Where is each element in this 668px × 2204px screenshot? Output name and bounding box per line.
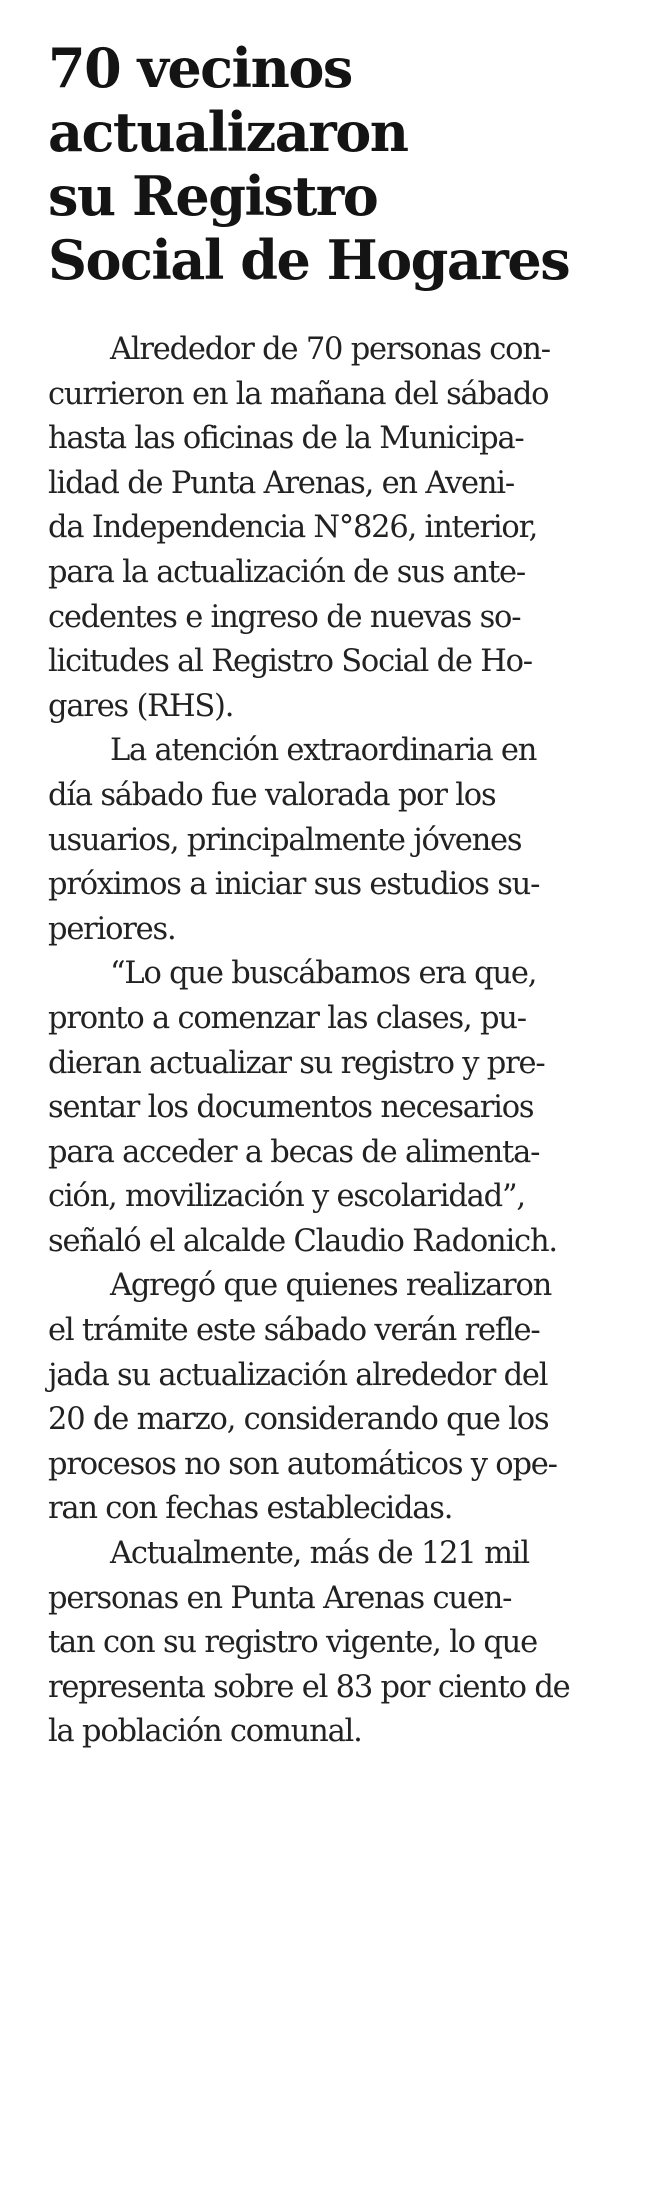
news-article [48, 36, 643, 1755]
paragraph-line: ción, movilización y escolaridad”, [48, 1179, 525, 1215]
paragraph-line: Actualmente, más de 121 mil [110, 1536, 529, 1572]
paragraph-line: hasta las oficinas de la Municipa- [48, 421, 524, 457]
paragraph-line: licitudes al Registro Social de Ho- [48, 644, 532, 680]
paragraph-line: procesos no son automáticos y ope- [48, 1446, 557, 1482]
paragraph-line: personas en Punta Arenas cuen- [48, 1580, 512, 1616]
paragraph-line: 20 de marzo, considerando que los [48, 1402, 549, 1438]
paragraph-line: representa sobre el 83 por ciento de [48, 1669, 570, 1705]
headline-line: Social de Hogares [48, 228, 570, 292]
headline-line: 70 vecinos [48, 36, 352, 100]
paragraph-line: La atención extraordinaria en [110, 733, 537, 769]
paragraph-line: señaló el alcalde Claudio Radonich. [48, 1223, 557, 1259]
paragraph-line: gares (RHS). [48, 688, 234, 724]
article-paragraph [48, 952, 643, 1264]
article-body [48, 328, 643, 1755]
article-paragraph [48, 328, 643, 729]
paragraph-line: currieron en la mañana del sábado [48, 376, 549, 412]
paragraph-line: Alrededor de 70 personas con- [110, 332, 550, 367]
headline-line: actualizaron [48, 100, 408, 164]
paragraph-line: para acceder a becas de alimenta- [48, 1134, 540, 1170]
paragraph-line: da Independencia N°826, interior, [48, 510, 538, 546]
paragraph-line: el trámite este sábado verán refle- [48, 1313, 540, 1349]
article-headline [48, 36, 643, 292]
paragraph-line: Agregó que quienes realizaron [110, 1268, 552, 1304]
headline-line: su Registro [48, 164, 378, 228]
paragraph-line: la población comunal. [48, 1714, 362, 1750]
article-paragraph [48, 1532, 643, 1755]
paragraph-line: lidad de Punta Arenas, en Aveni- [48, 465, 514, 501]
paragraph-line: tan con su registro vigente, lo que [48, 1625, 537, 1661]
paragraph-line: próximos a iniciar sus estudios su- [48, 867, 540, 903]
article-paragraph [48, 729, 643, 952]
paragraph-line: ran con fechas establecidas. [48, 1491, 453, 1527]
paragraph-line: dieran actualizar su registro y pre- [48, 1045, 545, 1081]
paragraph-line: jada su actualización alrededor del [48, 1357, 548, 1393]
paragraph-line: usuarios, principalmente jóvenes [48, 822, 522, 858]
paragraph-line: periores. [48, 911, 176, 947]
paragraph-line: “Lo que buscábamos era que, [110, 956, 537, 992]
paragraph-line: para la actualización de sus ante- [48, 554, 526, 590]
paragraph-line: pronto a comenzar las clases, pu- [48, 1000, 526, 1036]
paragraph-line: sentar los documentos necesarios [48, 1090, 534, 1126]
paragraph-line: día sábado fue valorada por los [48, 777, 496, 813]
paragraph-line: cedentes e ingreso de nuevas so- [48, 599, 521, 635]
article-paragraph [48, 1264, 643, 1532]
